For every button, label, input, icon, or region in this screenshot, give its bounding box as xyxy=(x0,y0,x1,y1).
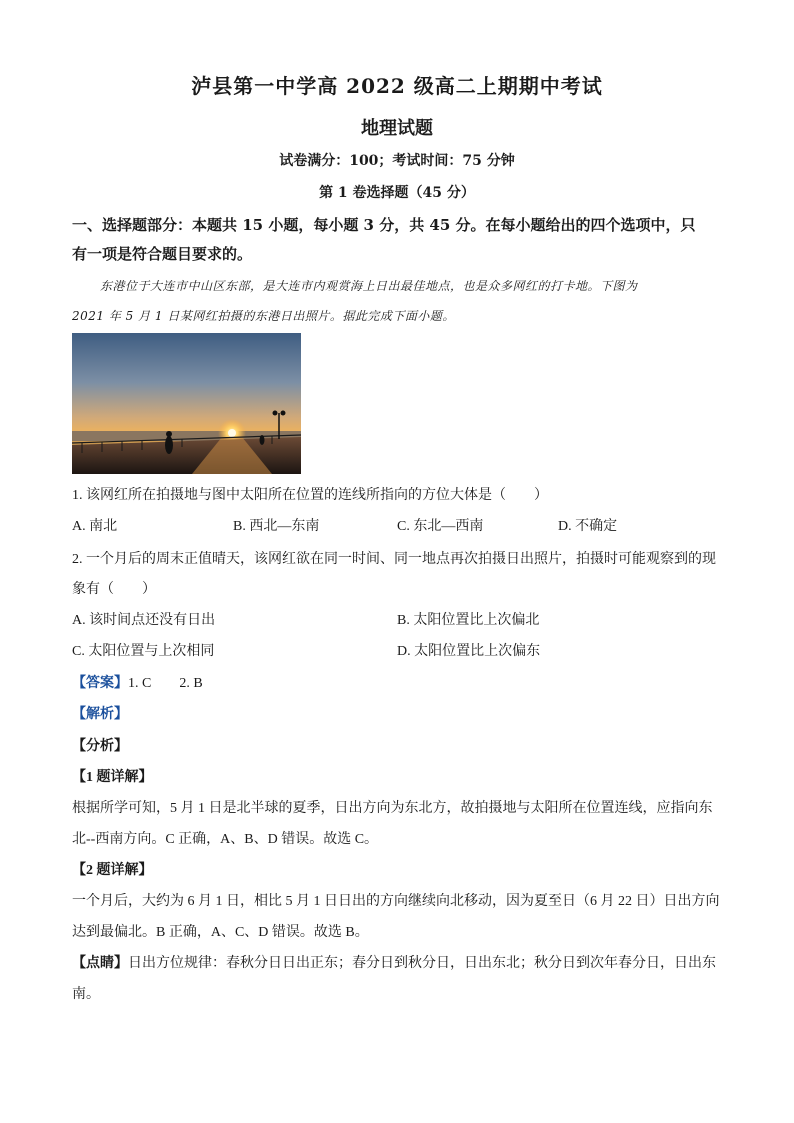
q1-option-d: D. 不确定 xyxy=(558,519,618,534)
answer-line xyxy=(72,672,732,692)
q2-option-c: C. 太阳位置与上次相同 xyxy=(72,644,215,659)
q2-option-d: D. 太阳位置比上次偏东 xyxy=(397,644,541,659)
exam-title: 泸县第一中学高 2022 级高二上期期中考试 xyxy=(191,74,603,98)
q2-detail-tag: 【2 题详解】 xyxy=(72,863,153,878)
exam-meta: 试卷满分：100；考试时间：75 分钟 xyxy=(279,153,515,169)
q1-detail-tag: 【1 题详解】 xyxy=(72,770,153,785)
q1-detail-line-2: 北--西南方向。C 正确，A、B、D 错误。故选 C。 xyxy=(72,832,379,847)
q1-detail-line-1: 根据所学可知，5 月 1 日是北半球的夏季，日出方向为东北方，故拍摄地与太阳所在位置连线，应指向东 xyxy=(72,801,713,816)
fenxi-tag: 【分析】 xyxy=(72,739,128,754)
answer-text: 1. C 2. B xyxy=(128,676,203,691)
answer-tag: 【答案】 xyxy=(72,676,128,691)
q2-detail-line-2: 达到最偏北。B 正确，A、C、D 错误。故选 B。 xyxy=(72,925,369,940)
tip-line-2: 南。 xyxy=(72,987,100,1002)
passage-line-1: 东港位于大连市中山区东部，是大连市内观赏海上日出最佳地点，也是众多网红的打卡地。下图为 xyxy=(100,279,638,293)
tip-tag: 【点睛】 xyxy=(72,956,128,971)
q2-stem-line-1: 2. 一个月后的周末正值晴天，该网红欲在同一时间、同一地点再次拍摄日出照片，拍摄时可能观察到的现 xyxy=(72,552,716,567)
q1-option-c: C. 东北—西南 xyxy=(397,519,484,534)
tip-text: 日出方位规律：春秋分日日出正东；春分日到秋分日，日出东北；秋分日到次年春分日，日出东 xyxy=(128,956,716,971)
q1-option-a: A. 南北 xyxy=(72,519,118,534)
passage-line-2: 2021 年 5 月 1 日某网红拍摄的东港日出照片。据此完成下面小题。 xyxy=(72,309,455,323)
q1-stem: 1. 该网红所在拍摄地与图中太阳所在位置的连线所指向的方位大体是（ ） xyxy=(72,488,548,503)
q2-detail-line-1: 一个月后，大约为 6 月 1 日，相比 5 月 1 日日出的方向继续向北移动，因为夏至日（6 月 22 日）日出方向 xyxy=(72,894,720,909)
analysis-tag: 【解析】 xyxy=(72,707,128,722)
q1-option-b: B. 西北—东南 xyxy=(233,519,320,534)
sunrise-photo xyxy=(72,333,301,474)
instructions-line-1: 一、选择题部分：本题共 15 小题，每小题 3 分，共 45 分。在每小题给出的四个选项中，只 xyxy=(72,216,696,234)
q2-option-b: B. 太阳位置比上次偏北 xyxy=(397,613,540,628)
subject-title: 地理试题 xyxy=(361,118,433,139)
instructions-line-2: 有一项是符合题目要求的。 xyxy=(72,245,253,263)
q2-option-a: A. 该时间点还没有日出 xyxy=(72,613,216,628)
q2-stem-line-2: 象有（ ） xyxy=(72,582,156,597)
tip-line-1 xyxy=(72,952,732,972)
section-title: 第 1 卷选择题（45 分） xyxy=(319,185,475,201)
